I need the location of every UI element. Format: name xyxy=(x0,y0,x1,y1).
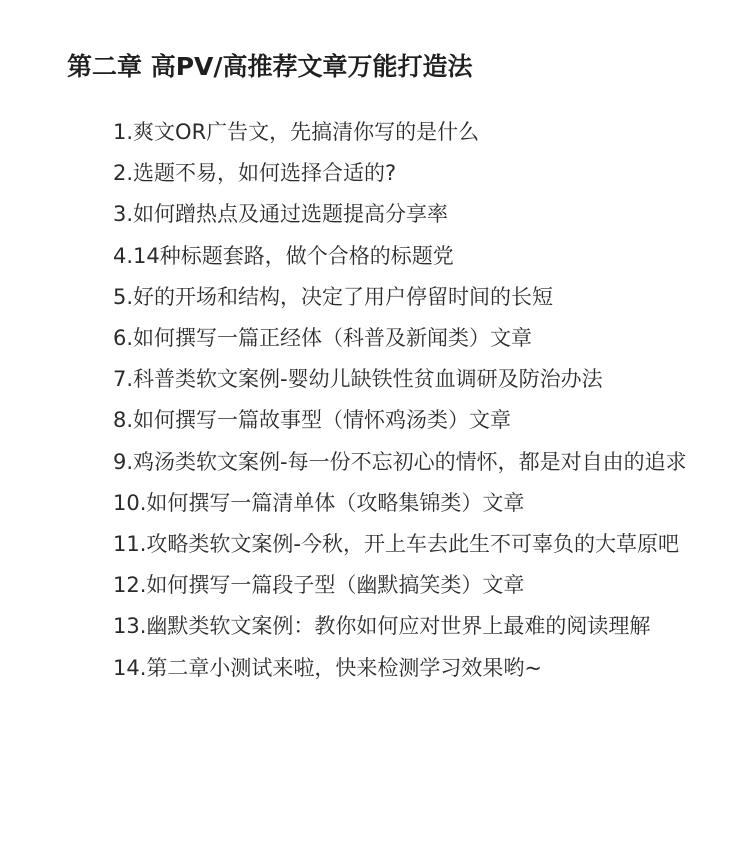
toc-item-13: 13.幽默类软文案例：教你如何应对世界上最难的阅读理解 xyxy=(113,614,651,639)
toc-item-1: 1.爽文OR广告文，先搞清你写的是什么 xyxy=(113,120,480,144)
toc-item-2: 2.选题不易，如何选择合适的? xyxy=(113,161,397,186)
toc-item-5: 5.好的开场和结构，决定了用户停留时间的长短 xyxy=(113,284,554,309)
chapter-title: 第二章 高PV/高推荐文章万能打造法 xyxy=(67,52,473,81)
toc-item-9: 9.鸡汤类软文案例-每一份不忘初心的情怀，都是对自由的追求 xyxy=(113,449,687,474)
toc-item-14: 14.第二章小测试来啦，快来检测学习效果哟~ xyxy=(113,655,542,680)
toc-item-11: 11.攻略类软文案例-今秋，开上车去此生不可辜负的大草原吧 xyxy=(113,532,679,557)
toc-item-10: 10.如何撰写一篇清单体（攻略集锦类）文章 xyxy=(113,490,525,515)
table-of-contents xyxy=(113,112,698,689)
toc-item-7: 7.科普类软文案例-婴幼儿缺铁性贫血调研及防治办法 xyxy=(113,367,603,392)
toc-item-4: 4.14种标题套路，做个合格的标题党 xyxy=(113,243,454,268)
toc-item-12: 12.如何撰写一篇段子型（幽默搞笑类）文章 xyxy=(113,573,525,598)
toc-item-8: 8.如何撰写一篇故事型（情怀鸡汤类）文章 xyxy=(113,408,512,433)
toc-item-6: 6.如何撰写一篇正经体（科普及新闻类）文章 xyxy=(113,326,533,351)
toc-item-3: 3.如何蹭热点及通过选题提高分享率 xyxy=(113,202,449,227)
